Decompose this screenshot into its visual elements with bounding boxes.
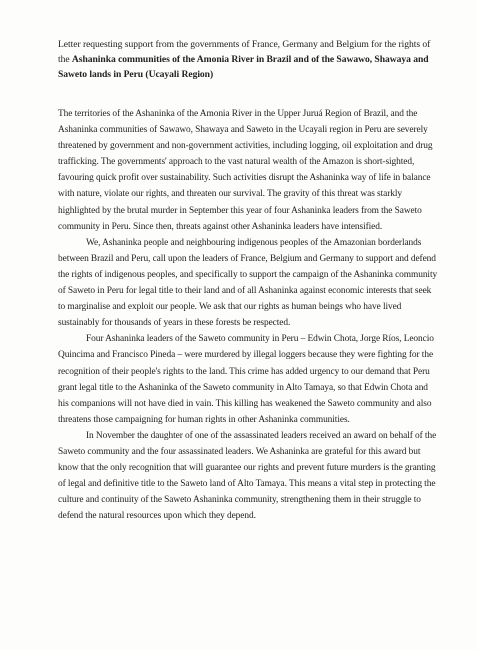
paragraph-3: Four Ashaninka leaders of the Saweto community in Peru – Edwin Chota, Jorge Ríos, Leoncio Quincima and Francisco Pineda – were murdered by illegal loggers because they were fighting for the recognition of their people's rights to the land. This crime has added urgency to our demand that Peru grant legal title to the Ashaninka of the Saweto community in Alto Tamaya, so that Edwin Chota and his companions will not have died in vain. This killing has weakened the Saweto community and also threatens those campaigning for human rights in other Ashaninka communities. (58, 334, 434, 425)
heading-intro: Letter requesting support from the governments of France, Germany and Belgium for the rights of the (58, 39, 431, 65)
paragraph-1: The territories of the Ashaninka of the Amonia River in the Upper Juruá Region of Brazil, and the Ashaninka communities of Sawawo, Shawaya and Saweto in the Ucayali region in Peru are severely threatened by government and non-government activities, including logging, oil exploitation and drug trafficking. The governments' approach to the vast natural wealth of the Amazon is short-sighted, favouring quick profit over sustainability. Such activities disrupt the Ashaninka way of life in balance with nature, violate our rights, and threaten our survival. The gravity of this threat was starkly highlighted by the brutal murder in September this year of four Ashaninka leaders from the Saweto community in Peru. Since then, threats against other Ashaninka leaders have intensified. (58, 109, 433, 232)
paragraph-2: We, Ashaninka people and neighbouring indigenous peoples of the Amazonian borderlands between Brazil and Peru, call upon the leaders of France, Belgium and Germany to support and defend the rights of indigenous peoples, and specifically to support the campaign of the Ashaninka community of Saweto in Peru for legal title to their land and of all Ashaninka against economic interests that seek to marginalise and exploit our people. We ask that our rights as human beings who have lived sustainably for thousands of years in these forests be respected. (58, 237, 438, 329)
paragraph-4: In November the daughter of one of the assassinated leaders received an award on behalf of the Saweto community and the four assassinated leaders. We Ashaninka are grateful for this award but know that the only recognition that will guarantee our rights and prevent future murders is the granting of legal and definitive title to the Saweto land of Alto Tamaya. This means a vital step in protecting the culture and continuity of the Saweto Ashaninka community, strengthening them in their struggle to defend the natural resources upon which they depend. (58, 430, 437, 522)
letter-heading (58, 37, 439, 82)
heading-bold-subject: Ashaninka communities of the Amonia River in Brazil and of the Sawawo, Shawaya and Saweto lands in Peru (Ucayali Region) (58, 54, 429, 80)
